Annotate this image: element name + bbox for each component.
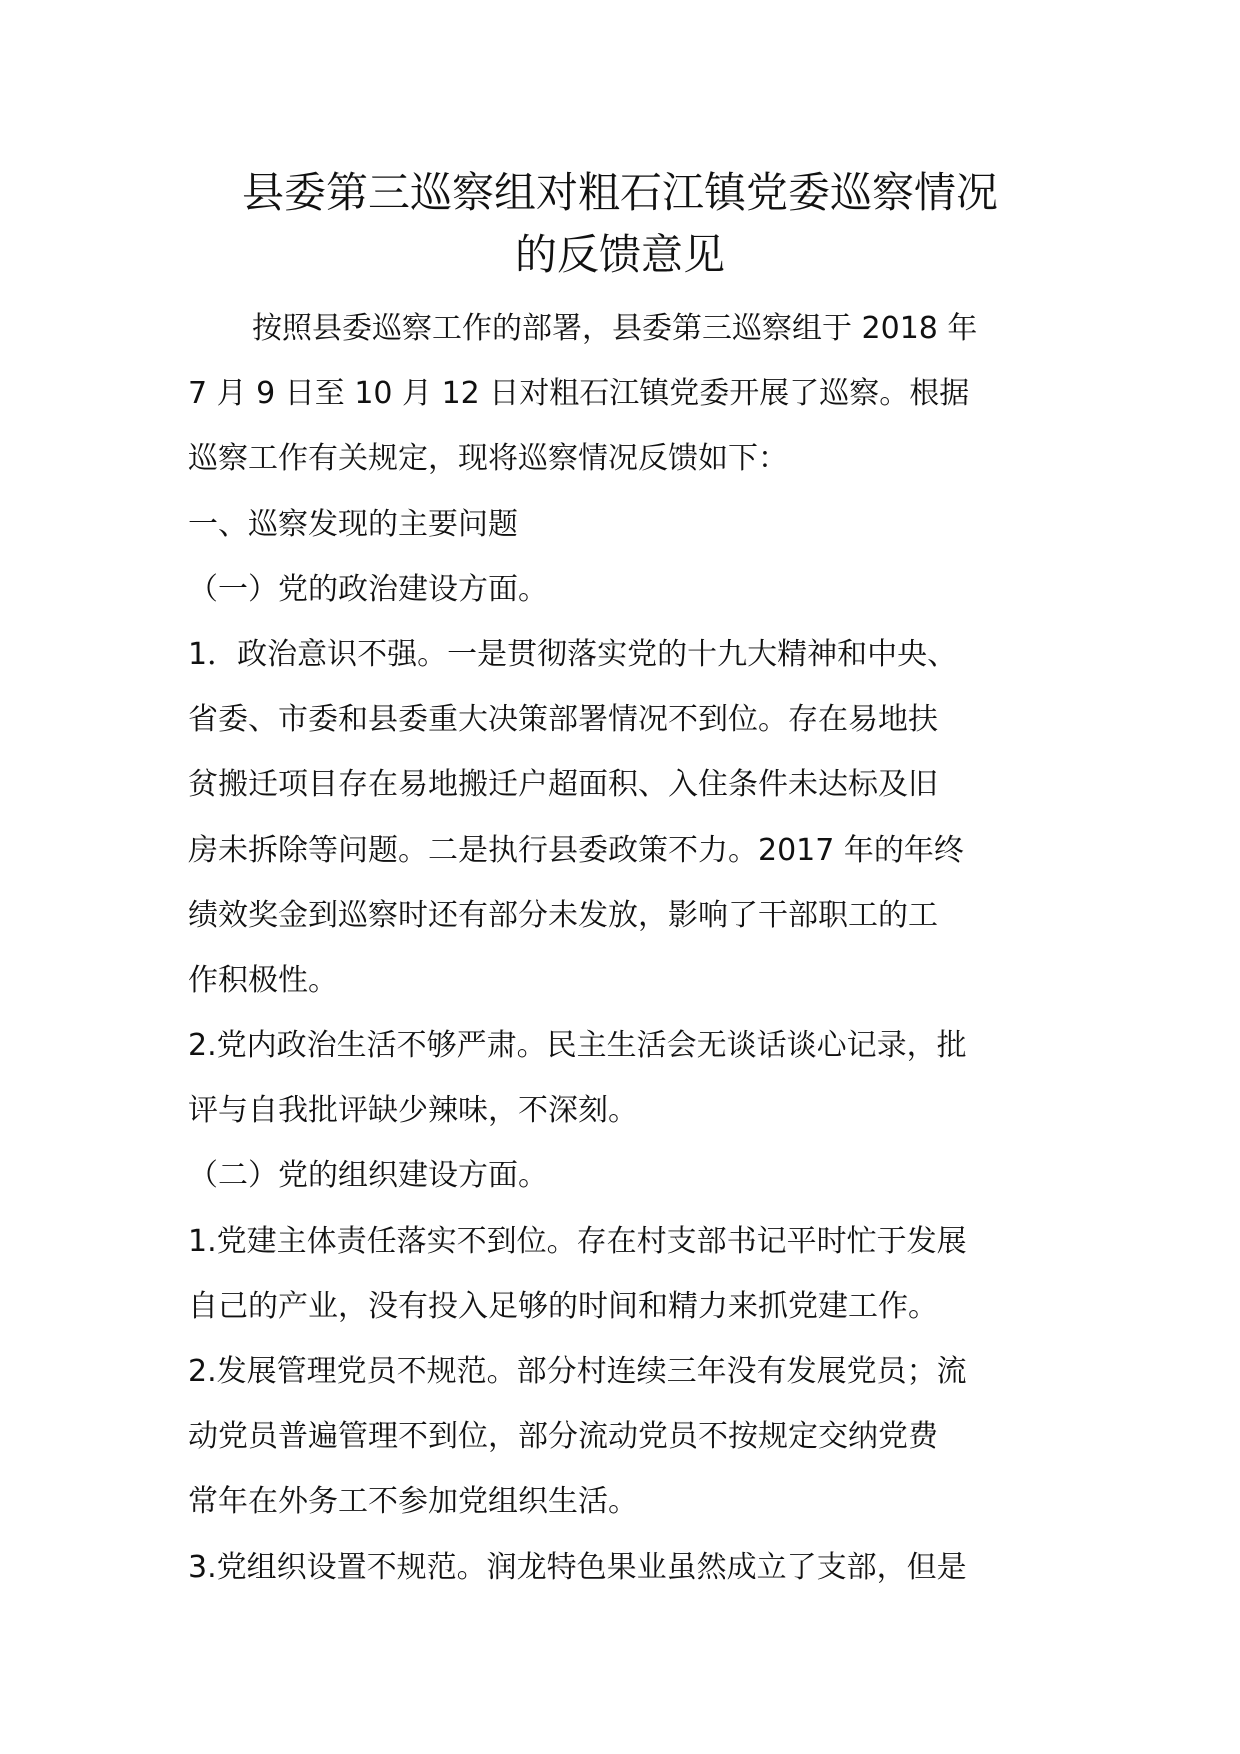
paragraph-line: 评与自我批评缺少辣味，不深刻。 xyxy=(188,1093,638,1129)
paragraph-line: 3.党组织设置不规范。润龙特色果业虽然成立了支部，但是 xyxy=(188,1549,967,1585)
paragraph-line: 房未拆除等问题。二是执行县委政策不力。2017 年的年终 xyxy=(188,832,964,868)
title-line-2: 的反馈意见 xyxy=(514,230,725,279)
paragraph-line: 1．政治意识不强。一是贯彻落实党的十九大精神和中央、 xyxy=(188,636,958,672)
paragraph-line: 自己的产业，没有投入足够的时间和精力来抓党建工作。 xyxy=(188,1288,938,1324)
title-line-1: 县委第三巡察组对粗石江镇党委巡察情况 xyxy=(241,168,998,217)
paragraph-line: 贫搬迁项目存在易地搬迁户超面积、入住条件未达标及旧 xyxy=(188,767,938,803)
intro-paragraph-line: 按照县委巡察工作的部署，县委第三巡察组于 2018 年 xyxy=(252,311,978,346)
intro-paragraph-line: 7 月 9 日至 10 月 12 日对粗石江镇党委开展了巡察。根据 xyxy=(188,376,970,412)
paragraph-line: 省委、市委和县委重大决策部署情况不到位。存在易地扶 xyxy=(188,702,938,738)
paragraph-line: 动党员普遍管理不到位，部分流动党员不按规定交纳党费 xyxy=(188,1419,938,1455)
document-body xyxy=(188,296,1058,1600)
intro-paragraph-line: 巡察工作有关规定，现将巡察情况反馈如下： xyxy=(188,441,788,477)
paragraph-line: 2.发展管理党员不规范。部分村连续三年没有发展党员；流 xyxy=(188,1354,967,1389)
paragraph-line: 1.党建主体责任落实不到位。存在村支部书记平时忙于发展 xyxy=(188,1223,967,1259)
paragraph-line: 常年在外务工不参加党组织生活。 xyxy=(188,1484,638,1520)
subsection-heading: （一）党的政治建设方面。 xyxy=(188,571,548,607)
paragraph-line: 绩效奖金到巡察时还有部分未发放，影响了干部职工的工 xyxy=(188,897,938,933)
paragraph-line: 2.党内政治生活不够严肃。民主生活会无谈话谈心记录，批 xyxy=(188,1028,967,1064)
section-heading: 一、巡察发现的主要问题 xyxy=(188,506,518,542)
paragraph-line: 作积极性。 xyxy=(188,962,338,998)
subsection-heading: （二）党的组织建设方面。 xyxy=(188,1158,548,1194)
document-title xyxy=(150,162,1090,286)
